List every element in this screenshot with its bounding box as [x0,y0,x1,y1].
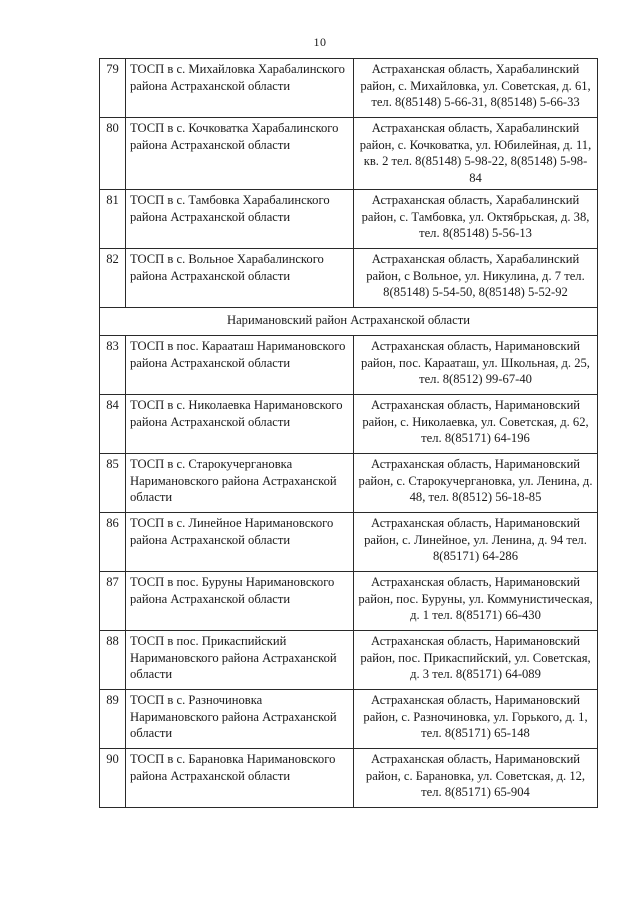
office-address: Астраханская область, Наримановский район, с. Разночиновка, ул. Горького, д. 1, тел. 8(85171) 65-148 [354,690,598,749]
row-number: 80 [100,118,126,190]
section-heading: Наримановский район Астраханской области [100,308,598,336]
office-name: ТОСП в пос. Буруны Наримановского района Астраханской области [126,572,354,631]
office-address: Астраханская область, Харабалинский район, с. Кочковатка, ул. Юбилейная, д. 11, кв. 2 тел. 8(85148) 5-98-22, 8(85148) 5-98-84 [354,118,598,190]
office-name: ТОСП в с. Николаевка Наримановского района Астраханской области [126,395,354,454]
row-number: 81 [100,190,126,249]
office-name: ТОСП в пос. Карааташ Наримановского района Астраханской области [126,336,354,395]
row-number: 87 [100,572,126,631]
table-row [100,513,598,572]
row-number: 83 [100,336,126,395]
row-number: 88 [100,631,126,690]
section-heading-row [100,308,598,336]
office-address: Астраханская область, Наримановский район, пос. Прикаспийский, ул. Советская, д. 3 тел. 8(85171) 64-089 [354,631,598,690]
office-name: ТОСП в с. Старокучергановка Наримановского района Астраханской области [126,454,354,513]
office-address: Астраханская область, Харабалинский район, с Вольное, ул. Никулина, д. 7 тел. 8(85148) 5-54-50, 8(85148) 5-52-92 [354,249,598,308]
office-name: ТОСП в с. Михайловка Харабалинского района Астраханской области [126,59,354,118]
row-number: 86 [100,513,126,572]
row-number: 84 [100,395,126,454]
table-row [100,454,598,513]
row-number: 85 [100,454,126,513]
row-number: 82 [100,249,126,308]
office-address: Астраханская область, Харабалинский район, с. Михайловка, ул. Советская, д. 61, тел. 8(85148) 5-66-31, 8(85148) 5-66-33 [354,59,598,118]
office-address: Астраханская область, Наримановский район, с. Барановка, ул. Советская, д. 12, тел. 8(85171) 65-904 [354,749,598,808]
office-address: Астраханская область, Наримановский район, с. Линейное, ул. Ленина, д. 94 тел. 8(85171) 64-286 [354,513,598,572]
office-name: ТОСП в с. Вольное Харабалинского района Астраханской области [126,249,354,308]
table-row [100,59,598,118]
page-number: 10 [313,35,327,49]
office-name: ТОСП в с. Разночиновка Наримановского района Астраханской области [126,690,354,749]
table-row [100,749,598,808]
table-row [100,690,598,749]
organizations-table [99,58,598,808]
office-address: Астраханская область, Наримановский район, с. Старокучергановка, ул. Ленина, д. 48, тел. 8(8512) 56-18-85 [354,454,598,513]
table-row [100,572,598,631]
table-row [100,118,598,190]
row-number: 79 [100,59,126,118]
office-address: Астраханская область, Наримановский район, пос. Карааташ, ул. Школьная, д. 25, тел. 8(8512) 99-67-40 [354,336,598,395]
table-row [100,336,598,395]
office-name: ТОСП в с. Кочковатка Харабалинского района Астраханской области [126,118,354,190]
office-name: ТОСП в с. Линейное Наримановского района Астраханской области [126,513,354,572]
row-number: 90 [100,749,126,808]
office-address: Астраханская область, Наримановский район, с. Николаевка, ул. Советская, д. 62, тел. 8(85171) 64-196 [354,395,598,454]
office-name: ТОСП в с. Барановка Наримановского района Астраханской области [126,749,354,808]
table-row [100,395,598,454]
table-row [100,631,598,690]
office-address: Астраханская область, Харабалинский район, с. Тамбовка, ул. Октябрьская, д. 38, тел. 8(85148) 5-56-13 [354,190,598,249]
row-number: 89 [100,690,126,749]
office-name: ТОСП в пос. Прикаспийский Наримановского района Астраханской области [126,631,354,690]
office-name: ТОСП в с. Тамбовка Харабалинского района Астраханской области [126,190,354,249]
table-row [100,249,598,308]
office-address: Астраханская область, Наримановский район, пос. Буруны, ул. Коммунистическая, д. 1 тел. 8(85171) 66-430 [354,572,598,631]
table-row [100,190,598,249]
